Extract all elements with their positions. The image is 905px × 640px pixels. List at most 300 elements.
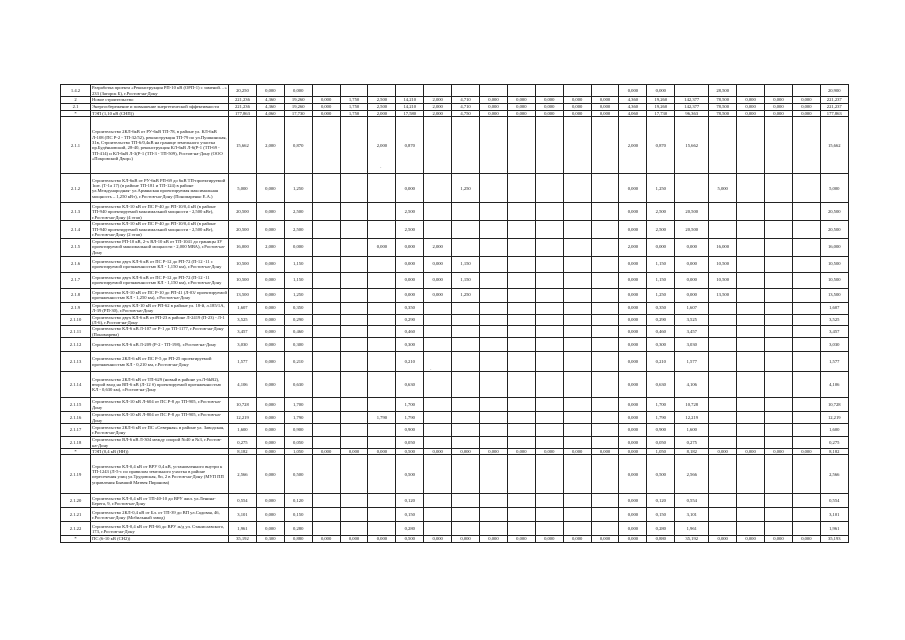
row-description: Разработка проекта «Реконструкция РП-10 кВ (ОРП-1) с заменой…» 233 (Загорск Б), г.Ростов-на-Дону: [92, 85, 227, 96]
value-cell: [737, 85, 765, 97]
value-cell: [765, 372, 793, 398]
value-cell: 0,000: [256, 256, 284, 272]
row-number: 2.1.3: [61, 203, 91, 221]
value-cell: [737, 302, 765, 314]
value-cell: 0,150: [284, 508, 312, 522]
value-cell: [312, 455, 340, 494]
value-cell: 1,150: [647, 272, 675, 288]
value-cell: 1,050: [284, 449, 312, 455]
value-cell: 0,000: [619, 221, 647, 238]
value-cell: [507, 508, 535, 522]
row-description: Строительство 2КЛ-6 кВ от ПС «Северная» в районе ул. Заводская, г.Ростов-на-Дону: [91, 424, 229, 437]
value-cell: [563, 174, 591, 203]
value-cell: 0,300: [647, 338, 675, 352]
value-cell: [452, 238, 480, 256]
value-cell: 0,000: [396, 256, 424, 272]
value-cell: 4,060: [619, 111, 647, 117]
value-cell: [535, 174, 563, 203]
value-cell: 0,880: [284, 536, 312, 542]
value-cell: 0,000: [368, 449, 396, 455]
value-cell: 0,000: [256, 508, 284, 522]
value-cell: [737, 437, 765, 449]
value-cell: 0,630: [396, 372, 424, 398]
value-cell: [368, 85, 396, 97]
value-cell: [368, 372, 396, 398]
value-cell: [535, 372, 563, 398]
value-cell: [709, 508, 737, 522]
row-number: 2.1.5: [61, 238, 91, 256]
table-row: [61, 424, 849, 437]
value-cell: [737, 424, 765, 437]
value-cell: 0,000: [256, 174, 284, 203]
value-cell: 221,237: [820, 97, 848, 104]
value-cell: [340, 398, 368, 412]
value-cell: 0,000: [256, 326, 284, 338]
value-cell: 0,000: [480, 97, 508, 104]
value-cell: [340, 238, 368, 256]
value-cell: 2,500: [284, 203, 312, 221]
value-cell: 2,000: [424, 97, 452, 104]
value-cell: 0,000: [619, 398, 647, 412]
value-cell: [792, 238, 820, 256]
table-row: [61, 302, 849, 314]
value-cell: 0,000: [709, 536, 737, 542]
value-cell: [563, 352, 591, 372]
value-cell: 0,000: [675, 238, 709, 256]
value-cell: 5,000: [820, 174, 848, 203]
value-cell: 96,363: [675, 111, 709, 117]
value-cell: [507, 352, 535, 372]
value-cell: [340, 302, 368, 314]
value-cell: 0,000: [619, 326, 647, 338]
value-cell: 1,577: [675, 352, 709, 372]
value-cell: 0,870: [396, 117, 424, 174]
value-cell: 0,000: [619, 302, 647, 314]
value-cell: [563, 302, 591, 314]
value-cell: [765, 508, 793, 522]
value-cell: 0,000: [675, 256, 709, 272]
value-cell: [591, 174, 619, 203]
value-cell: 0,000: [424, 288, 452, 302]
value-cell: [507, 288, 535, 302]
value-cell: [507, 238, 535, 256]
value-cell: [368, 494, 396, 508]
value-cell: [535, 238, 563, 256]
value-cell: 2,500: [396, 221, 424, 238]
value-cell: 0,000: [480, 449, 508, 455]
value-cell: [340, 256, 368, 272]
value-cell: 0,000: [535, 97, 563, 104]
value-cell: 0,000: [535, 111, 563, 117]
value-cell: 0,000: [619, 352, 647, 372]
value-cell: [792, 256, 820, 272]
value-cell: 78,500: [709, 104, 737, 111]
value-cell: [507, 203, 535, 221]
value-cell: 0,000: [619, 449, 647, 455]
value-cell: 0,460: [396, 326, 424, 338]
value-cell: [591, 302, 619, 314]
value-cell: 0,000: [675, 288, 709, 302]
row-number: 2.1.19: [61, 455, 91, 494]
table-row: [61, 97, 849, 104]
row-number: 2.1.17: [61, 424, 91, 437]
value-cell: [340, 272, 368, 288]
value-cell: 0,000: [619, 508, 647, 522]
value-cell: [792, 272, 820, 288]
row-description: Строительство КЛ-6 кВ Л-107 от Р-1 до ТП-1177, г.Ростов-на-Дону (Пономарева): [91, 326, 229, 338]
value-cell: [452, 85, 480, 97]
row-description: Строительство 2КЛ-0,4 кВ от Бл. от ТП-39 до ВП ул.Садовая, 46, г.Ростов-на-Дону (Мобильный завод): [91, 508, 229, 522]
value-cell: 5,000: [229, 174, 257, 203]
value-cell: 0,120: [396, 494, 424, 508]
value-cell: 16,000: [229, 238, 257, 256]
value-cell: 0,150: [396, 508, 424, 522]
table-row: [61, 508, 849, 522]
value-cell: [563, 372, 591, 398]
value-cell: 0,000: [256, 203, 284, 221]
value-cell: [507, 117, 535, 174]
value-cell: 1,700: [284, 398, 312, 412]
value-cell: 12,219: [675, 412, 709, 424]
value-cell: 1,250: [452, 288, 480, 302]
value-cell: [507, 272, 535, 288]
value-cell: 35,192: [229, 536, 257, 542]
row-description: Строительство КЛ-6 кВ Л-209 (Р-2 - ТП-198), г.Ростов-на-Дону: [91, 338, 229, 352]
value-cell: [424, 424, 452, 437]
value-cell: 0,000: [792, 111, 820, 117]
value-cell: [591, 437, 619, 449]
row-number: 2.1.21: [61, 508, 91, 522]
row-description: Строительство РП-10 кВ, 2-х ВЛ-10 кВ от ТП-1041 до границы ЗУ проектируемой максимальной мощности - 2,000 МВА), г.Ростов-на-Дону: [91, 238, 229, 256]
value-cell: 0,000: [312, 104, 340, 111]
value-cell: 0,000: [737, 536, 765, 542]
value-cell: 1,150: [284, 256, 312, 272]
value-cell: [737, 174, 765, 203]
value-cell: 0,290: [284, 314, 312, 326]
value-cell: 0,630: [647, 372, 675, 398]
value-cell: 0,000: [284, 238, 312, 256]
value-cell: 0,000: [619, 338, 647, 352]
table-row: [61, 85, 849, 97]
value-cell: 0,000: [563, 104, 591, 111]
value-cell: [765, 272, 793, 288]
value-cell: [480, 288, 508, 302]
value-cell: 0,000: [619, 85, 647, 97]
table-row: [61, 314, 849, 326]
value-cell: 0,120: [647, 494, 675, 508]
value-cell: [452, 522, 480, 536]
row-number: 2.1.4: [61, 221, 91, 238]
value-cell: [340, 117, 368, 174]
table-row: [61, 372, 849, 398]
value-cell: 19,260: [284, 104, 312, 111]
row-description: ПС (6-10 кВ (СН2)): [91, 536, 229, 542]
value-cell: [591, 494, 619, 508]
value-cell: 0,050: [647, 437, 675, 449]
value-cell: 0,210: [284, 352, 312, 372]
value-cell: 0,350: [396, 302, 424, 314]
row-description: Строительство КЛ-0,4 кВ от ТП-40-10 до ВРУ жил. ул.Ленина-Берега, 9, г.Ростов-на-Дону: [91, 494, 229, 508]
row-number: *: [61, 536, 91, 542]
table-row: [61, 522, 849, 536]
value-cell: [480, 398, 508, 412]
value-cell: 8,182: [675, 449, 709, 455]
value-cell: 4,360: [619, 104, 647, 111]
value-cell: 20,500: [229, 203, 257, 221]
value-cell: 0,000: [256, 372, 284, 398]
value-cell: 0,000: [424, 449, 452, 455]
value-cell: 28,500: [709, 85, 737, 97]
value-cell: [312, 437, 340, 449]
value-cell: [535, 314, 563, 326]
value-cell: 1,577: [229, 352, 257, 372]
value-cell: [452, 326, 480, 338]
value-cell: 1,700: [396, 398, 424, 412]
value-cell: [591, 256, 619, 272]
value-cell: 0,630: [284, 372, 312, 398]
value-cell: 4,106: [820, 372, 848, 398]
value-cell: [368, 174, 396, 203]
value-cell: [765, 437, 793, 449]
row-description: Строительство КЛ-0,4 кВ от ВРУ 0,4 кВ, установленного внутри к ТП-1243 (Л-5-с по правилам земельного участка в районе пересечения улиц ул.Трудовская, 8п, 2 в Ростов-на-Дону (МУП ПП управления Бывший Матвея Пиранова): [91, 455, 229, 494]
value-cell: [452, 437, 480, 449]
value-cell: 16,000: [820, 238, 848, 256]
row-number: *: [61, 111, 91, 117]
value-cell: 4,060: [256, 111, 284, 117]
value-cell: 3,457: [675, 326, 709, 338]
value-cell: [424, 314, 452, 326]
value-cell: 1,607: [675, 302, 709, 314]
row-description: Строительство 2КЛ-6 кВ от ТП-629 (новый в районе ул.Л-6kB2), второй вход на ВП-6 кВ (Л-12 б) проектируемой протяженностью КЛ - 0,630 км), г.Ростов-на-Дону: [91, 372, 229, 398]
value-cell: [480, 221, 508, 238]
value-cell: 221,236: [229, 104, 257, 111]
value-cell: 0,000: [396, 238, 424, 256]
value-cell: [368, 203, 396, 221]
row-number: *: [61, 449, 91, 455]
value-cell: [792, 494, 820, 508]
value-cell: [368, 338, 396, 352]
value-cell: 15,662: [675, 117, 709, 174]
value-cell: 0,000: [737, 97, 765, 104]
value-cell: 0,000: [452, 449, 480, 455]
value-cell: 0,000: [535, 104, 563, 111]
value-cell: [340, 85, 368, 97]
row-number: 2.1.11: [61, 326, 91, 338]
value-cell: 0,554: [820, 494, 848, 508]
value-cell: 2,000: [368, 111, 396, 117]
value-cell: [535, 352, 563, 372]
value-cell: 20,500: [675, 203, 709, 221]
value-cell: [312, 272, 340, 288]
value-cell: [737, 221, 765, 238]
value-cell: [424, 398, 452, 412]
value-cell: 17,730: [284, 111, 312, 117]
value-cell: 1,607: [820, 302, 848, 314]
value-cell: [312, 352, 340, 372]
value-cell: 12,219: [820, 412, 848, 424]
row-description: Строительство 2КЛ-6 кВ от ПС Р-5 до РП-25 проектируемой протяженностью КЛ - 0,210 км, г.Ростов-на-Дону: [91, 352, 229, 372]
value-cell: 10,728: [229, 398, 257, 412]
value-cell: [792, 314, 820, 326]
row-description: Строительство двух КЛ-6 кВ от РП-23 в районе Л-2419 (П-23) - Л-1 (Л-6), г.Ростов-на-Дону: [91, 314, 229, 326]
value-cell: 1,250: [284, 288, 312, 302]
value-cell: 3,101: [229, 508, 257, 522]
value-cell: [765, 238, 793, 256]
value-cell: [591, 508, 619, 522]
value-cell: 4,106: [675, 372, 709, 398]
value-cell: 2,000: [619, 117, 647, 174]
value-cell: [424, 437, 452, 449]
value-cell: 0,000: [619, 536, 647, 542]
value-cell: [340, 412, 368, 424]
value-cell: [424, 117, 452, 174]
value-cell: 0,000: [563, 111, 591, 117]
value-cell: [792, 508, 820, 522]
value-cell: 0,000: [535, 449, 563, 455]
value-cell: 2,500: [368, 97, 396, 104]
value-cell: 0,000: [792, 536, 820, 542]
value-cell: [480, 508, 508, 522]
value-cell: [452, 508, 480, 522]
value-cell: [792, 412, 820, 424]
value-cell: 0,000: [619, 437, 647, 449]
value-cell: 0,000: [591, 536, 619, 542]
value-cell: 0,554: [675, 494, 709, 508]
value-cell: 4,710: [452, 97, 480, 104]
value-cell: 2,000: [424, 238, 452, 256]
value-cell: 1,961: [675, 522, 709, 536]
value-cell: 0,000: [340, 449, 368, 455]
value-cell: 0,000: [619, 412, 647, 424]
value-cell: 20,900: [820, 85, 848, 97]
value-cell: [709, 326, 737, 338]
value-cell: [591, 203, 619, 221]
value-cell: [424, 326, 452, 338]
value-cell: [507, 85, 535, 97]
row-number: 2.1.1: [61, 117, 91, 174]
value-cell: [737, 203, 765, 221]
value-cell: 0,280: [284, 522, 312, 536]
value-cell: [452, 302, 480, 314]
value-cell: 0,000: [619, 372, 647, 398]
value-cell: 0,210: [647, 352, 675, 372]
value-cell: 0,000: [765, 449, 793, 455]
value-cell: 14,210: [396, 97, 424, 104]
value-cell: [563, 508, 591, 522]
row-number: 2.1.15: [61, 398, 91, 412]
value-cell: 0,500: [647, 455, 675, 494]
value-cell: 3,525: [229, 314, 257, 326]
value-cell: [368, 455, 396, 494]
value-cell: [709, 398, 737, 412]
value-cell: 0,000: [507, 104, 535, 111]
value-cell: [737, 508, 765, 522]
value-cell: 177,863: [229, 111, 257, 117]
row-number: 2.1.13: [61, 352, 91, 372]
value-cell: [535, 203, 563, 221]
value-cell: [792, 372, 820, 398]
value-cell: [591, 424, 619, 437]
value-cell: 0,000: [452, 536, 480, 542]
value-cell: [709, 314, 737, 326]
value-cell: [765, 412, 793, 424]
value-cell: 19,260: [284, 97, 312, 104]
data-table: [60, 84, 849, 543]
value-cell: [452, 203, 480, 221]
row-description: Строительство КЛ-10 кВ от ПС Р-40 до РП-10/0,4 кВ (в районе ТП-940 проектируемой максимальной мощности - 2,500 кВт), г.Ростов-на-Дону (2 этап): [91, 221, 229, 238]
value-cell: 2,566: [820, 455, 848, 494]
row-description: ТЭП (1,10 кВ (СНП)): [91, 111, 229, 117]
value-cell: 10,728: [820, 398, 848, 412]
value-cell: 2,500: [647, 221, 675, 238]
value-cell: 0,275: [229, 437, 257, 449]
value-cell: 35,192: [675, 536, 709, 542]
value-cell: [792, 221, 820, 238]
value-cell: 0,880: [647, 536, 675, 542]
value-cell: [396, 85, 424, 97]
value-cell: 1,150: [452, 256, 480, 272]
row-description: Строительство КЛ-10 кВ Л-804 от ПС Р-8 до ТП-905, г.Ростов-на-Дону: [91, 412, 229, 424]
value-cell: 5,000: [709, 174, 737, 203]
value-cell: 0,000: [619, 174, 647, 203]
value-cell: [709, 302, 737, 314]
value-cell: [792, 437, 820, 449]
value-cell: [792, 352, 820, 372]
value-cell: 2,000: [256, 117, 284, 174]
value-cell: [535, 508, 563, 522]
row-description: Строительство ВЛ-6 кВ Л-304 между опорой №40 и №3, г.Ростов-на-Дону: [91, 437, 229, 449]
value-cell: 35,193: [820, 536, 848, 542]
value-cell: [424, 302, 452, 314]
value-cell: [709, 455, 737, 494]
investment-program-table: [60, 84, 842, 543]
value-cell: 4,710: [452, 104, 480, 111]
value-cell: 0,000: [507, 97, 535, 104]
value-cell: [765, 338, 793, 352]
value-cell: [709, 412, 737, 424]
value-cell: 0,000: [480, 536, 508, 542]
value-cell: [480, 372, 508, 398]
value-cell: 1,750: [340, 104, 368, 111]
value-cell: [424, 412, 452, 424]
value-cell: [507, 398, 535, 412]
value-cell: 0,000: [256, 522, 284, 536]
value-cell: [675, 174, 709, 203]
value-cell: 0,000: [396, 174, 424, 203]
value-cell: 0,000: [256, 398, 284, 412]
value-cell: [312, 372, 340, 398]
value-cell: [480, 412, 508, 424]
value-cell: 2,000: [424, 111, 452, 117]
value-cell: [312, 314, 340, 326]
value-cell: 0,000: [765, 97, 793, 104]
row-description: Энергосбережение и повышение энергетической эффективности: [91, 104, 229, 111]
value-cell: 0,120: [284, 494, 312, 508]
value-cell: 4,106: [229, 372, 257, 398]
value-cell: [507, 174, 535, 203]
value-cell: [368, 288, 396, 302]
value-cell: [368, 272, 396, 288]
table-row: [61, 494, 849, 508]
value-cell: 0,050: [284, 437, 312, 449]
value-cell: 0,000: [256, 455, 284, 494]
value-cell: [452, 412, 480, 424]
value-cell: 10,500: [820, 256, 848, 272]
value-cell: [709, 221, 737, 238]
value-cell: [737, 272, 765, 288]
value-cell: 221,236: [229, 97, 257, 104]
value-cell: 1,250: [452, 174, 480, 203]
